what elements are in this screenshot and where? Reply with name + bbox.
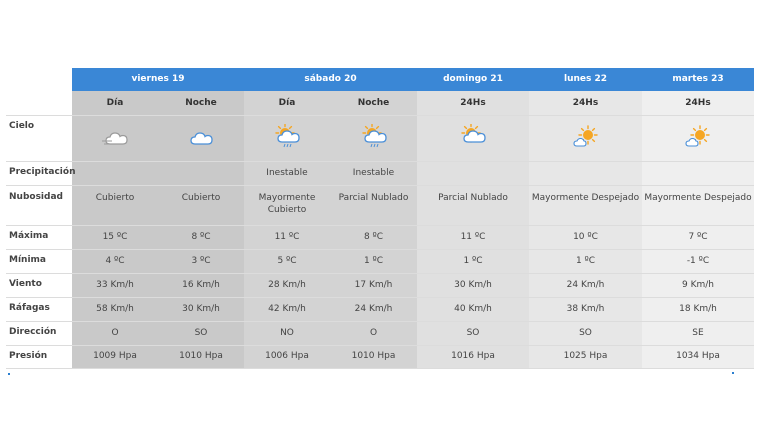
cell-viento: 28 Km/h (268, 280, 306, 290)
cell-presion: 1025 Hpa (563, 351, 608, 361)
cell-nubosidad-line: Cubierto (267, 205, 307, 215)
cell-direccion: SO (466, 328, 480, 338)
cell-direccion: O (369, 328, 378, 338)
cell-nubosidad (642, 192, 754, 204)
cell-nubosidad-line: Parcial Nublado (338, 193, 409, 203)
cell-nubosidad-line: Mayormente Despejado (531, 193, 640, 203)
row-label: Nubosidad (9, 192, 63, 202)
period-label: 24Hs (460, 98, 486, 108)
cell-direccion: SO (194, 328, 208, 338)
cell-viento: 17 Km/h (354, 280, 393, 290)
cell-maxima: 8 ºC (191, 232, 211, 242)
row-direccion (6, 321, 754, 346)
row-viento (6, 273, 754, 298)
cell-nubosidad (158, 192, 244, 204)
row-nubosidad (6, 185, 754, 226)
cell-rafagas: 42 Km/h (268, 304, 306, 314)
cell-viento: 24 Km/h (566, 280, 605, 290)
period-label: 24Hs (685, 98, 711, 108)
cell-maxima: 8 ºC (363, 232, 384, 242)
cell-minima: -1 ºC (686, 256, 710, 266)
cell-rafagas: 30 Km/h (182, 304, 220, 314)
cell-nubosidad-line: Cubierto (95, 193, 135, 203)
cell-direccion: SO (579, 328, 592, 338)
cell-nubosidad (529, 192, 642, 204)
row-precipitacion (6, 161, 754, 186)
cell-minima: 1 ºC (363, 256, 384, 266)
cell-viento: 16 Km/h (182, 280, 220, 290)
period-label: Día (106, 98, 124, 108)
cell-minima: 3 ºC (191, 256, 211, 266)
row-periods (6, 91, 754, 116)
cell-presion: 1016 Hpa (451, 351, 495, 361)
cell-nubosidad (417, 192, 529, 204)
cell-rafagas: 40 Km/h (454, 304, 492, 314)
cell-precipitacion: Inestable (266, 168, 308, 178)
period-label: Noche (357, 98, 390, 108)
cell-maxima: 11 ºC (274, 232, 300, 242)
row-label: Presión (9, 351, 48, 361)
cell-rafagas: 58 Km/h (96, 304, 134, 314)
row-presion (6, 345, 754, 369)
cell-minima: 5 ºC (277, 256, 297, 266)
cell-nubosidad-line: Mayormente Despejado (644, 193, 752, 203)
cell-presion: 1009 Hpa (93, 351, 137, 361)
cloudy-wind-icon (101, 124, 129, 150)
cell-viento: 9 Km/h (682, 280, 714, 290)
cell-direccion: SE (692, 328, 704, 338)
row-minima (6, 249, 754, 274)
cell-nubosidad-line: Mayormente (258, 193, 316, 203)
cell-rafagas: 18 Km/h (679, 304, 717, 314)
cell-nubosidad-line: Cubierto (181, 193, 221, 203)
sun-cloud-icon (459, 124, 487, 150)
cell-minima: 1 ºC (463, 256, 483, 266)
cell-presion: 1006 Hpa (265, 351, 309, 361)
cell-precipitacion: Inestable (352, 168, 395, 178)
cell-presion: 1034 Hpa (676, 351, 720, 361)
cell-minima: 1 ºC (575, 256, 596, 266)
day-header: lunes 22 (563, 74, 608, 84)
row-label: Ráfagas (9, 303, 50, 313)
cell-maxima: 10 ºC (573, 232, 598, 242)
left-marker (8, 373, 10, 375)
cell-viento: 33 Km/h (96, 280, 134, 290)
cell-nubosidad (330, 192, 417, 204)
cell-maxima: 7 ºC (688, 232, 708, 242)
sun-cloud-rain-icon (273, 124, 301, 150)
cell-rafagas: 24 Km/h (354, 304, 393, 314)
row-rafagas (6, 297, 754, 322)
row-label: Precipitación (9, 167, 76, 177)
cell-presion: 1010 Hpa (351, 351, 396, 361)
day-header: viernes 19 (131, 74, 185, 84)
sun-small-cloud-icon (572, 124, 600, 150)
day-header: sábado 20 (304, 74, 357, 84)
cell-nubosidad-line: Parcial Nublado (438, 193, 508, 203)
sun-cloud-rain-icon (360, 124, 388, 150)
row-label: Viento (9, 279, 42, 289)
row-label: Mínima (9, 255, 46, 265)
cell-nubosidad (244, 192, 330, 216)
period-label: 24Hs (572, 98, 599, 108)
day-header: martes 23 (672, 74, 724, 84)
row-maxima (6, 225, 754, 250)
cell-presion: 1010 Hpa (179, 351, 223, 361)
cloud-icon (187, 124, 215, 150)
cell-maxima: 15 ºC (102, 232, 128, 242)
cell-nubosidad (72, 192, 158, 204)
day-header-bar (72, 68, 754, 91)
row-label: Dirección (9, 327, 57, 337)
sun-small-cloud-icon (684, 124, 712, 150)
cell-minima: 4 ºC (105, 256, 125, 266)
row-label: Cielo (9, 121, 35, 131)
cell-viento: 30 Km/h (454, 280, 492, 290)
row-label: Máxima (9, 231, 49, 241)
cell-rafagas: 38 Km/h (566, 304, 605, 314)
cell-direccion: O (111, 328, 119, 338)
cell-direccion: NO (280, 328, 294, 338)
period-label: Noche (185, 98, 217, 108)
cell-maxima: 11 ºC (460, 232, 486, 242)
period-label: Día (278, 98, 296, 108)
row-cielo (6, 115, 754, 162)
right-marker (732, 372, 734, 374)
day-header: domingo 21 (443, 74, 503, 84)
